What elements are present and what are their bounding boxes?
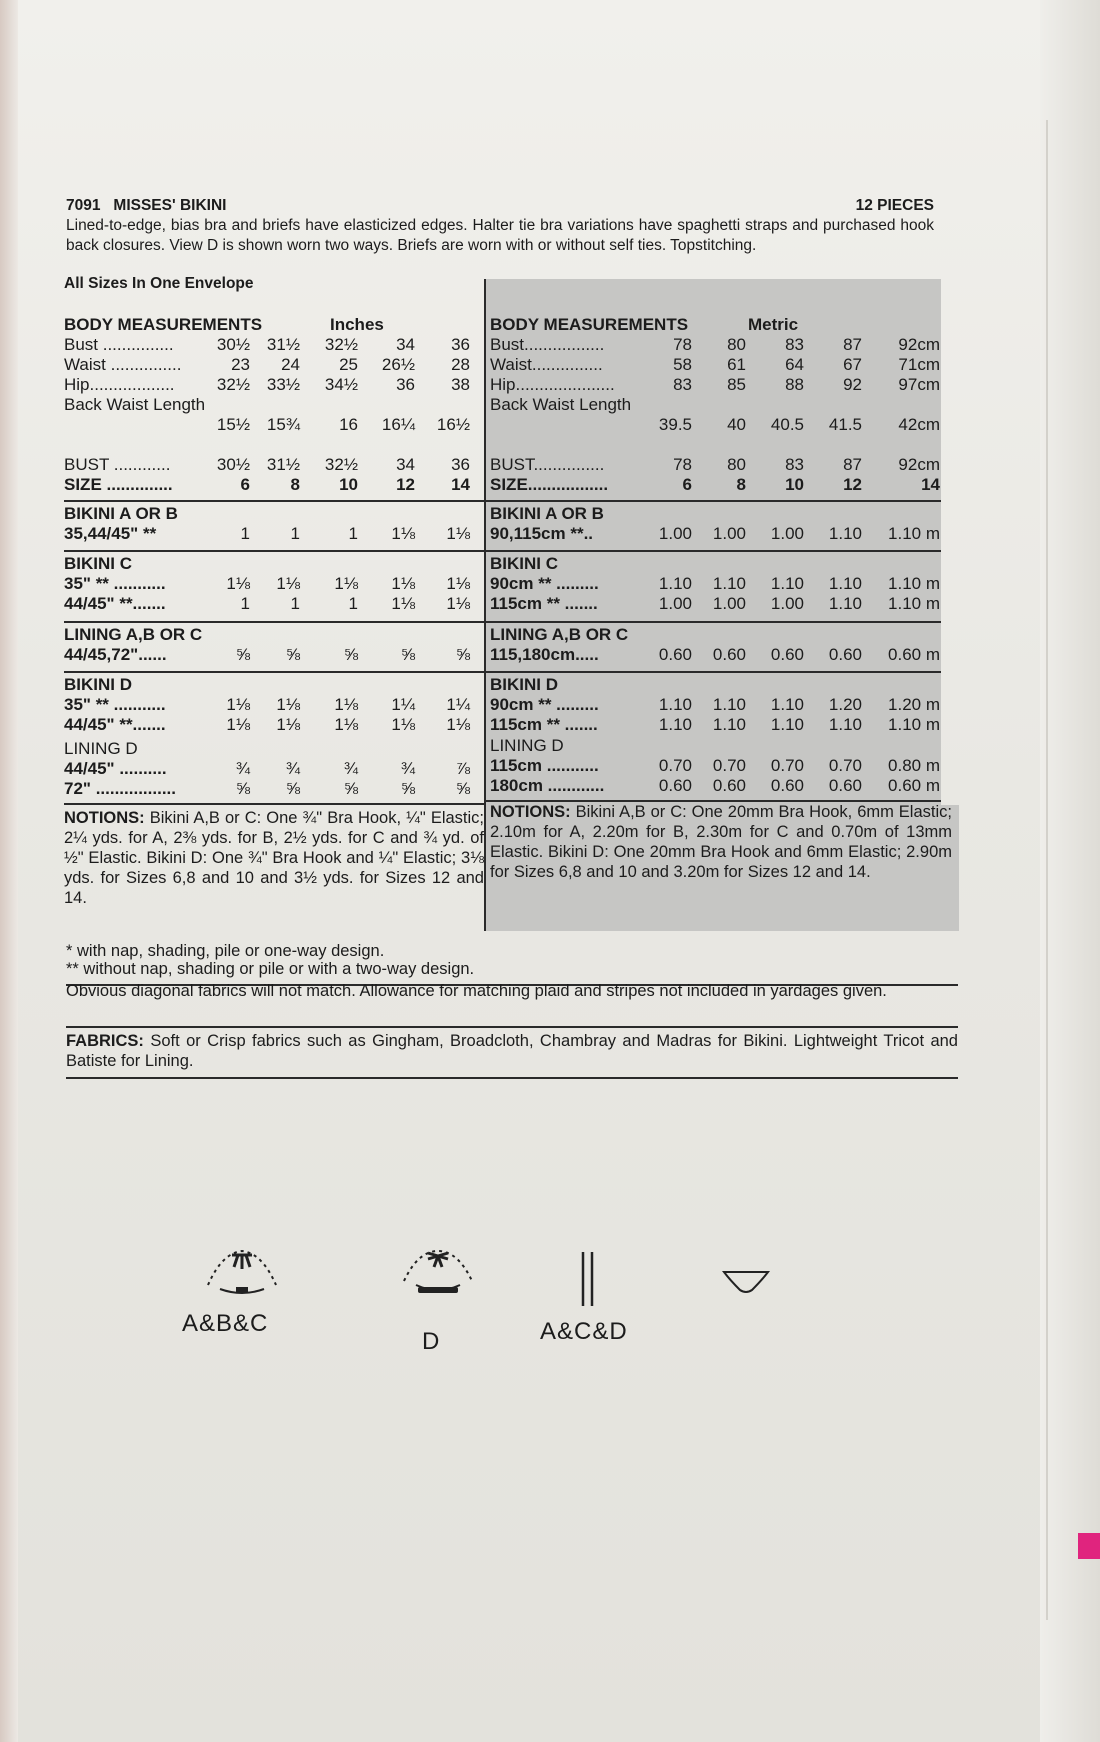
inches-bikini-c-44-value: 1⅛ xyxy=(446,594,470,613)
rule xyxy=(64,550,484,552)
inches-bwl-value: 16 xyxy=(339,415,358,434)
metric-bikini-ab-title: BIKINI A OR B xyxy=(490,504,604,523)
inches-bwl-value: 16½ xyxy=(436,415,470,434)
inches-bust-value: 32½ xyxy=(324,335,358,354)
metric-bust-value: 92cm xyxy=(898,335,940,354)
inches-hip-label: Hip.................. xyxy=(64,375,175,394)
inches-bikini-ab-label: 35,44/45" ** xyxy=(64,524,157,543)
pattern-description: Lined-to-edge, bias bra and briefs have elasticized edges. Halter tie bra variations have spaghetti straps and purchased hook back closures. View D is shown worn two ways. Briefs are worn with or without self ties. Topstitching. xyxy=(66,217,934,254)
metric-bikini-c-115-label: 115cm ** ....... xyxy=(490,594,598,613)
metric-bikini-d-title: BIKINI D xyxy=(490,675,558,694)
metric-bikini-c-90-value: 1.10 xyxy=(770,574,804,593)
metric-lining-d-180-value: 0.60 xyxy=(770,776,804,795)
inches-lining-abc-label: 44/45,72"...... xyxy=(64,645,167,664)
inches-lining-d-72-value: ⅝ xyxy=(285,779,300,798)
fabrics-text: Soft or Crisp fabrics such as Gingham, Broadcloth, Chambray and Madras for Bikini. Lightweight Tricot and Batiste for Lining. xyxy=(66,1032,958,1070)
inches-bikini-c-35-value: 1⅛ xyxy=(226,574,250,593)
inches-waist-value: 23 xyxy=(231,355,250,374)
metric-size-value: 14 xyxy=(921,475,940,494)
metric-lining-abc-value: 0.60 xyxy=(828,645,862,664)
metric-hip-value: 83 xyxy=(673,375,692,394)
metric-bust2-label: BUST............... xyxy=(490,455,605,474)
inches-bust-value: 36 xyxy=(451,335,470,354)
inches-bust2-value: 30½ xyxy=(216,455,250,474)
inches-bikini-ab-title: BIKINI A OR B xyxy=(64,504,178,523)
metric-lining-d-115-label: 115cm ........... xyxy=(490,756,599,775)
inches-bust2-value: 32½ xyxy=(324,455,358,474)
rule xyxy=(66,1026,958,1028)
metric-bikini-c-90-value: 1.10 xyxy=(712,574,746,593)
column-divider xyxy=(484,279,486,931)
inches-size-value: 8 xyxy=(290,475,300,494)
diagonal-note: Obvious diagonal fabrics will not match. Allowance for matching plaid and stripes not included in yardages given. xyxy=(66,982,887,1000)
rule xyxy=(64,500,484,502)
inches-lining-d-72-value: ⅝ xyxy=(455,779,470,798)
inches-size-label: SIZE .............. xyxy=(64,475,173,494)
inches-bikini-c-35-value: 1⅛ xyxy=(391,574,415,593)
metric-waist-label: Waist............... xyxy=(490,355,603,374)
inches-bikini-d-44-value: 1⅛ xyxy=(276,715,300,734)
inches-bikini-d-35-value: 1⅛ xyxy=(276,695,300,714)
metric-notions-text: Bikini A,B or C: One 20mm Bra Hook, 6mm Elastic; 2.10m for A, 2.20m for B, 2.30m for C and 0.70m of 13mm Elastic. Bikini D: One 20mm Bra Hook and 6mm Elastic; 2.90m for Sizes 6,8 and 10 and 3.20m for Sizes 12 and 14. xyxy=(490,803,952,881)
metric-size-value: 6 xyxy=(682,475,692,494)
inches-bikini-ab-value: 1⅛ xyxy=(446,524,470,543)
inches-lining-d-44-value: ¾ xyxy=(343,759,358,778)
inches-bikini-c-44-value: 1 xyxy=(290,594,300,613)
metric-bust-value: 80 xyxy=(727,335,746,354)
metric-lining-d-180-value: 0.60 m xyxy=(888,776,940,795)
inches-lining-abc-value: ⅝ xyxy=(343,645,358,664)
metric-hip-value: 88 xyxy=(785,375,804,394)
inches-lining-d-44-value: ⅞ xyxy=(455,759,470,778)
inches-bikini-d-35-value: 1⅛ xyxy=(334,695,358,714)
inches-waist-value: 25 xyxy=(339,355,358,374)
metric-bikini-ab-label: 90,115cm **.. xyxy=(490,524,594,543)
inches-bust2-label: BUST ............ xyxy=(64,455,171,474)
pattern-header xyxy=(66,197,934,215)
inches-hip-value: 36 xyxy=(396,375,415,394)
strap-pieces-icon xyxy=(578,1250,598,1308)
inches-waist-value: 24 xyxy=(281,355,300,374)
metric-bwl-label: Back Waist Length xyxy=(490,395,632,414)
metric-lining-d-115-value: 0.80 m xyxy=(888,756,940,775)
inches-size-value: 6 xyxy=(240,475,250,494)
inches-bikini-c-35-value: 1⅛ xyxy=(446,574,470,593)
metric-bikini-c-90-value: 1.10 m xyxy=(888,574,940,593)
metric-bikini-d-90-value: 1.10 xyxy=(770,695,804,714)
footnote-without-nap: ** without nap, shading or pile or with a two-way design. xyxy=(66,960,475,978)
inches-unit: Inches xyxy=(330,315,384,334)
metric-bikini-ab-value: 1.10 xyxy=(828,524,862,543)
pattern-number: 7091 xyxy=(66,197,101,214)
metric-waist-value: 58 xyxy=(673,355,692,374)
inches-lining-abc-title: LINING A,B OR C xyxy=(64,625,203,644)
inches-lining-d-72-value: ⅝ xyxy=(343,779,358,798)
inches-size-value: 12 xyxy=(396,475,415,494)
inches-bikini-c-35-value: 1⅛ xyxy=(334,574,358,593)
inches-bikini-d-44-value: 1⅛ xyxy=(226,715,250,734)
inches-bikini-c-44-value: 1 xyxy=(348,594,358,613)
metric-bikini-ab-value: 1.00 xyxy=(770,524,804,543)
footnote-with-nap: * with nap, shading, pile or one-way design. xyxy=(66,942,385,960)
metric-bwl-value: 42cm xyxy=(898,415,940,434)
fabrics-title: FABRICS: xyxy=(66,1032,144,1050)
metric-waist-value: 64 xyxy=(785,355,804,374)
all-sizes-note: All Sizes In One Envelope xyxy=(64,275,254,292)
inches-bikini-d-44-value: 1⅛ xyxy=(391,715,415,734)
rule xyxy=(486,671,941,673)
rule xyxy=(64,621,484,623)
inches-lining-d-72-label: 72" ................. xyxy=(64,779,176,798)
metric-hip-value: 97cm xyxy=(898,375,940,394)
view-label-d: D xyxy=(422,1328,441,1355)
view-label-acd: A&C&D xyxy=(540,1318,628,1345)
metric-bust2-value: 78 xyxy=(673,455,692,474)
metric-bust-value: 87 xyxy=(843,335,862,354)
inches-hip-value: 32½ xyxy=(216,375,250,394)
inches-lining-d-44-value: ¾ xyxy=(235,759,250,778)
metric-lining-abc-value: 0.60 xyxy=(658,645,692,664)
metric-bikini-d-115-value: 1.10 m xyxy=(888,715,940,734)
metric-bikini-ab-value: 1.10 m xyxy=(888,524,940,543)
inches-bikini-ab-value: 1 xyxy=(348,524,358,543)
rule xyxy=(66,1077,958,1079)
briefs-icon xyxy=(722,1268,770,1296)
metric-lining-d-180-value: 0.60 xyxy=(828,776,862,795)
inches-bwl-label: Back Waist Length xyxy=(64,395,206,414)
bra-d-icon xyxy=(398,1245,478,1297)
inches-bikini-c-44-value: 1 xyxy=(240,594,250,613)
inches-size-value: 10 xyxy=(339,475,358,494)
metric-hip-value: 85 xyxy=(727,375,746,394)
inches-lining-d-title: LINING D xyxy=(64,739,138,758)
metric-bikini-c-115-value: 1.00 xyxy=(712,594,746,613)
inches-lining-abc-value: ⅝ xyxy=(455,645,470,664)
inches-bikini-ab-value: 1 xyxy=(240,524,250,543)
metric-bwl-value: 40.5 xyxy=(770,415,804,434)
metric-bikini-c-90-value: 1.10 xyxy=(828,574,862,593)
metric-lining-abc-value: 0.60 xyxy=(712,645,746,664)
metric-hip-label: Hip..................... xyxy=(490,375,615,394)
metric-bikini-c-title: BIKINI C xyxy=(490,554,558,573)
metric-bikini-d-90-label: 90cm ** ......... xyxy=(490,695,599,714)
metric-hip-value: 92 xyxy=(843,375,862,394)
metric-lining-d-180-value: 0.60 xyxy=(712,776,746,795)
metric-lining-abc-label: 115,180cm..... xyxy=(490,645,599,664)
rule xyxy=(486,500,941,502)
inches-lining-d-72-value: ⅝ xyxy=(235,779,250,798)
metric-bust2-value: 87 xyxy=(843,455,862,474)
metric-lining-abc-value: 0.60 xyxy=(770,645,804,664)
fabrics-note xyxy=(66,1031,958,1071)
metric-bikini-c-115-value: 1.10 xyxy=(828,594,862,613)
inches-bust-value: 34 xyxy=(396,335,415,354)
metric-bikini-ab-value: 1.00 xyxy=(712,524,746,543)
inches-bikini-c-44-value: 1⅛ xyxy=(391,594,415,613)
metric-size-value: 12 xyxy=(843,475,862,494)
metric-bwl-value: 40 xyxy=(727,415,746,434)
inches-bikini-ab-value: 1⅛ xyxy=(391,524,415,543)
metric-bikini-d-90-value: 1.10 xyxy=(658,695,692,714)
metric-lining-d-115-value: 0.70 xyxy=(770,756,804,775)
inches-bikini-c-35-value: 1⅛ xyxy=(276,574,300,593)
inches-lining-d-44-label: 44/45" .......... xyxy=(64,759,167,778)
metric-size-label: SIZE................. xyxy=(490,475,609,494)
metric-bikini-d-115-value: 1.10 xyxy=(770,715,804,734)
inches-notions xyxy=(64,808,484,908)
metric-waist-value: 67 xyxy=(843,355,862,374)
inches-bikini-d-35-value: 1¼ xyxy=(391,695,415,714)
inches-bikini-d-title: BIKINI D xyxy=(64,675,132,694)
metric-title: BODY MEASUREMENTS xyxy=(490,315,689,334)
view-label-abc: A&B&C xyxy=(182,1310,269,1337)
metric-bikini-c-115-value: 1.00 xyxy=(770,594,804,613)
metric-notions xyxy=(490,802,952,882)
inches-hip-value: 38 xyxy=(451,375,470,394)
inches-bust-label: Bust ............... xyxy=(64,335,174,354)
metric-bikini-d-90-value: 1.10 xyxy=(712,695,746,714)
inches-bwl-value: 15¾ xyxy=(266,415,300,434)
inches-lining-abc-value: ⅝ xyxy=(285,645,300,664)
inches-waist-label: Waist ............... xyxy=(64,355,182,374)
pattern-title: MISSES' BIKINI xyxy=(113,197,227,214)
rule xyxy=(486,621,941,623)
inches-lining-d-44-value: ¾ xyxy=(285,759,300,778)
metric-bikini-c-115-value: 1.00 xyxy=(658,594,692,613)
inches-bust2-value: 34 xyxy=(396,455,415,474)
inches-lining-abc-value: ⅝ xyxy=(235,645,250,664)
inches-bikini-c-35-label: 35" ** ........... xyxy=(64,574,166,593)
rule xyxy=(64,803,484,805)
metric-bikini-d-115-value: 1.10 xyxy=(828,715,862,734)
inches-bust2-value: 36 xyxy=(451,455,470,474)
metric-lining-d-180-label: 180cm ............ xyxy=(490,776,605,795)
metric-bikini-d-90-value: 1.20 m xyxy=(888,695,940,714)
metric-bust-label: Bust................. xyxy=(490,335,605,354)
inches-bwl-value: 16¼ xyxy=(381,415,415,434)
inches-bikini-d-44-label: 44/45" **....... xyxy=(64,715,166,734)
metric-size-value: 10 xyxy=(785,475,804,494)
metric-bwl-value: 41.5 xyxy=(828,415,862,434)
inches-hip-value: 33½ xyxy=(266,375,300,394)
inches-title: BODY MEASUREMENTS xyxy=(64,315,263,334)
inches-notions-text: Bikini A,B or C: One ¾" Bra Hook, ¼" Elastic; 2¼ yds. for A, 2⅜ yds. for B, 2½ yds. for C and ¾ yd. of ½" Elastic. Bikini D: One ¾" Bra Hook and ¼" Elastic; 3⅛ yds. for Sizes 6,8 and 10 and 3½ yds. for Sizes 12 and 14. xyxy=(64,809,484,907)
metric-notions-title: NOTIONS: xyxy=(490,803,571,821)
metric-bikini-d-115-label: 115cm ** ....... xyxy=(490,715,598,734)
metric-lining-abc-value: 0.60 m xyxy=(888,645,940,664)
metric-bust2-value: 92cm xyxy=(898,455,940,474)
metric-lining-d-115-value: 0.70 xyxy=(828,756,862,775)
rule xyxy=(486,550,941,552)
inches-bikini-d-35-value: 1⅛ xyxy=(226,695,250,714)
inches-bikini-d-35-value: 1¼ xyxy=(446,695,470,714)
metric-waist-value: 71cm xyxy=(898,355,940,374)
inches-lining-abc-value: ⅝ xyxy=(400,645,415,664)
metric-lining-d-title: LINING D xyxy=(490,736,564,755)
inches-bikini-d-44-value: 1⅛ xyxy=(446,715,470,734)
inches-bikini-d-44-value: 1⅛ xyxy=(334,715,358,734)
inches-size-value: 14 xyxy=(451,475,470,494)
metric-bikini-ab-value: 1.00 xyxy=(658,524,692,543)
metric-waist-value: 61 xyxy=(727,355,746,374)
metric-bikini-d-90-value: 1.20 xyxy=(828,695,862,714)
inches-bikini-d-35-label: 35" ** ........... xyxy=(64,695,166,714)
pieces-count: 12 PIECES xyxy=(855,197,934,214)
inches-notions-title: NOTIONS: xyxy=(64,809,145,827)
metric-lining-abc-title: LINING A,B OR C xyxy=(490,625,629,644)
metric-lining-d-115-value: 0.70 xyxy=(658,756,692,775)
inches-bust-value: 30½ xyxy=(216,335,250,354)
metric-bikini-d-115-value: 1.10 xyxy=(712,715,746,734)
metric-lining-d-180-value: 0.60 xyxy=(658,776,692,795)
inches-lining-d-72-value: ⅝ xyxy=(400,779,415,798)
inches-waist-value: 26½ xyxy=(381,355,415,374)
metric-bikini-d-115-value: 1.10 xyxy=(658,715,692,734)
rule xyxy=(64,671,484,673)
metric-size-value: 8 xyxy=(736,475,746,494)
inches-hip-value: 34½ xyxy=(324,375,358,394)
metric-unit: Metric xyxy=(748,315,799,334)
inches-waist-value: 28 xyxy=(451,355,470,374)
metric-bust2-value: 83 xyxy=(785,455,804,474)
metric-bikini-c-90-label: 90cm ** ......... xyxy=(490,574,599,593)
inches-lining-d-44-value: ¾ xyxy=(400,759,415,778)
metric-bust-value: 78 xyxy=(673,335,692,354)
metric-bust-value: 83 xyxy=(785,335,804,354)
metric-lining-d-115-value: 0.70 xyxy=(712,756,746,775)
inches-bikini-c-44-label: 44/45" **....... xyxy=(64,594,166,613)
inches-bwl-value: 15½ xyxy=(216,415,250,434)
inches-bust2-value: 31½ xyxy=(266,455,300,474)
inches-bikini-ab-value: 1 xyxy=(290,524,300,543)
inches-bikini-c-title: BIKINI C xyxy=(64,554,132,573)
metric-bwl-value: 39.5 xyxy=(658,415,692,434)
metric-bikini-c-115-value: 1.10 m xyxy=(888,594,940,613)
halter-bra-icon xyxy=(202,1245,282,1297)
metric-bikini-c-90-value: 1.10 xyxy=(658,574,692,593)
metric-bust2-value: 80 xyxy=(727,455,746,474)
inches-bust-value: 31½ xyxy=(266,335,300,354)
